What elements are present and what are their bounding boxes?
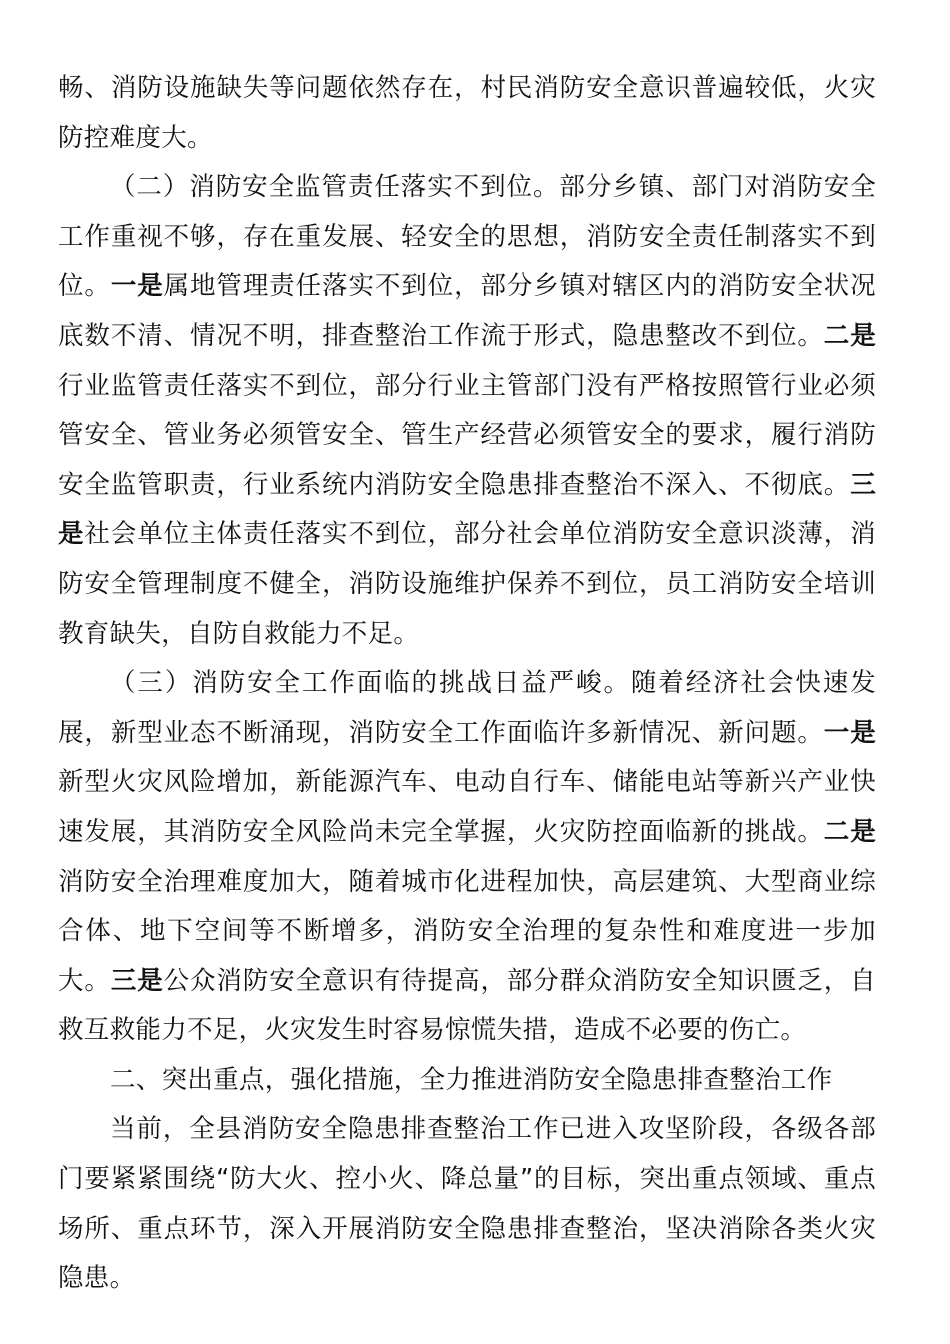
item-label-1: 一是	[110, 271, 164, 302]
item-text-2: 行业监管责任落实不到位，部分行业主管部门没有严格按照管行业必须管安全、管业务必须管安全、管生产经营必须管安全的要求，履行消防安全监管职责，行业系统内消防安全隐患排查整治不深入、不彻底。	[58, 370, 876, 500]
paragraph-challenges	[58, 659, 876, 1056]
item-label-3: 三是	[58, 469, 876, 550]
item-label-3: 三是	[110, 965, 164, 996]
paragraph-intro: 部分乡镇、部门对消防安全工作重视不够，存在重发展、轻安全的思想，消防安全责任制落实不到位。	[58, 172, 876, 302]
item-label-1: 一是	[823, 717, 877, 748]
item-text-1: 属地管理责任落实不到位，部分乡镇对辖区内的消防安全状况底数不清、情况不明，排查整治工作流于形式，隐患整改不到位。	[58, 271, 876, 351]
item-label-2: 二是	[823, 320, 877, 351]
item-text-1: 新型火灾风险增加，新能源汽车、电动自行车、储能电站等新兴产业快速发展，其消防安全风险尚未完全掌握，火灾防控面临新的挑战。	[58, 767, 876, 847]
document-page	[58, 64, 876, 1304]
paragraph-supervision-responsibility	[58, 163, 876, 659]
item-text-3: 社会单位主体责任落实不到位，部分社会单位消防安全意识淡薄，消防安全管理制度不健全，消防设施维护保养不到位，员工消防安全培训教育缺失，自防自救能力不足。	[58, 519, 876, 649]
paragraph-continued: 畅、消防设施缺失等问题依然存在，村民消防安全意识普遍较低，火灾防控难度大。	[58, 73, 876, 153]
subheading-3: （三）消防安全工作面临的挑战日益严峻。	[110, 668, 631, 699]
section-heading-2: 二、突出重点，强化措施，全力推进消防安全隐患排查整治工作	[110, 1064, 833, 1095]
subheading-2: （二）消防安全监管责任落实不到位。	[110, 172, 560, 203]
paragraph-current-stage: 当前，全县消防安全隐患排查整治工作已进入攻坚阶段，各级各部门要紧紧围绕“防大火、控小火、降总量”的目标，突出重点领域、重点场所、重点环节，深入开展消防安全隐患排查整治，坚决消除各类火灾隐患。	[58, 1114, 876, 1294]
item-text-3: 公众消防安全意识有待提高，部分群众消防安全知识匮乏，自救互救能力不足，火灾发生时容易惊慌失措，造成不必要的伤亡。	[58, 965, 876, 1046]
paragraph-intro: 随着经济社会快速发展，新型业态不断涌现，消防安全工作面临许多新情况、新问题。	[58, 668, 877, 748]
item-label-2: 二是	[823, 816, 877, 847]
item-text-2: 消防安全治理难度加大，随着城市化进程加快，高层建筑、大型商业综合体、地下空间等不断增多，消防安全治理的复杂性和难度进一步加大。	[58, 866, 876, 996]
